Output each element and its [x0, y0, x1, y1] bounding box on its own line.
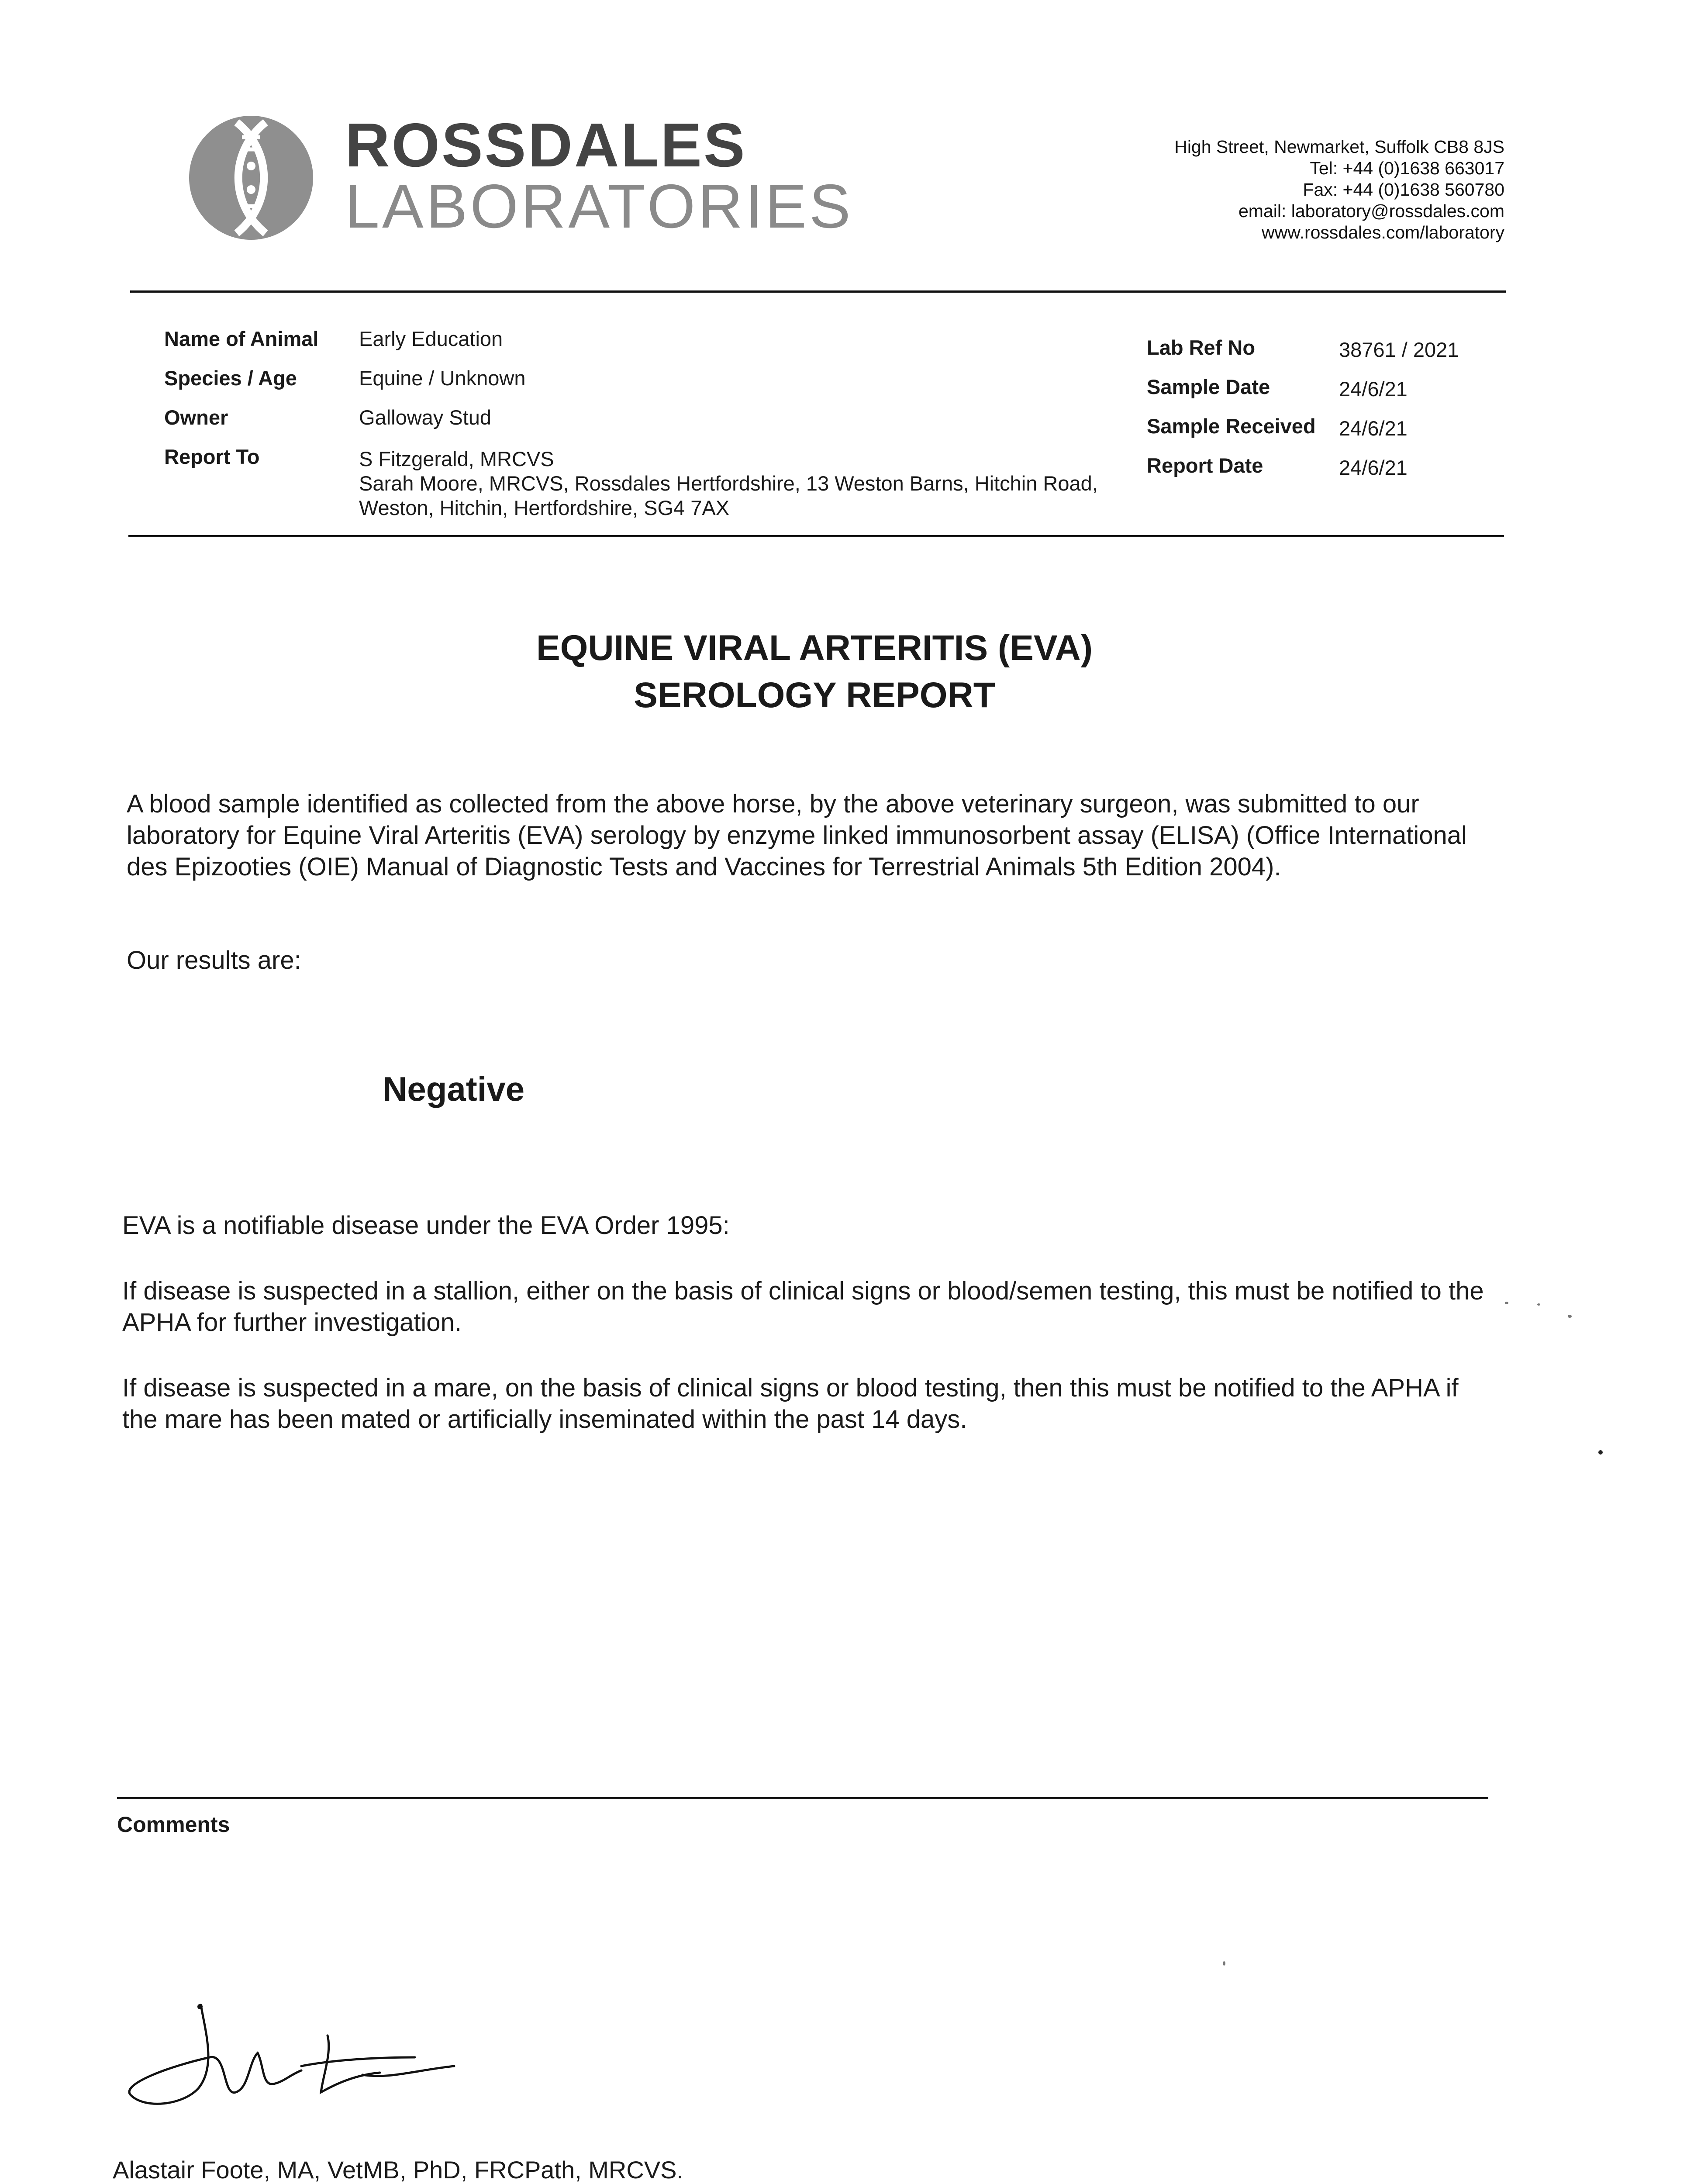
species-age-value: Equine / Unknown	[359, 366, 526, 390]
header-divider	[130, 290, 1506, 293]
brand-name: ROSSDALES	[345, 111, 747, 180]
report-to-label: Report To	[164, 445, 260, 468]
report-to-line: S Fitzgerald, MRCVS	[359, 447, 554, 470]
email[interactable]: email: laboratory@rossdales.com	[1238, 201, 1504, 221]
report-to-line: Weston, Hitchin, Hertfordshire, SG4 7AX	[359, 496, 730, 519]
species-age-label: Species / Age	[164, 366, 297, 390]
scan-speck	[1505, 1302, 1508, 1304]
comments-divider	[117, 1797, 1488, 1799]
brand-subtitle: LABORATORIES	[345, 172, 853, 241]
dna-helix-icon	[188, 114, 314, 241]
report-title-line: EQUINE VIRAL ARTERITIS (EVA)	[536, 628, 1093, 668]
signature	[118, 2001, 476, 2132]
website[interactable]: www.rossdales.com/laboratory	[1262, 222, 1504, 242]
address: High Street, Newmarket, Suffolk CB8 8JS	[1174, 137, 1504, 157]
report-date-value: 24/6/21	[1339, 456, 1408, 479]
scan-speck	[1568, 1315, 1572, 1318]
owner-value: Galloway Stud	[359, 406, 492, 429]
result-value: Negative	[383, 1070, 525, 1108]
fax: Fax: +44 (0)1638 560780	[1303, 180, 1504, 200]
details-divider	[128, 535, 1504, 537]
report-title	[0, 625, 1629, 719]
sample-date-label: Sample Date	[1147, 375, 1270, 398]
contact-block	[1174, 136, 1504, 243]
name-of-animal-label: Name of Animal	[164, 327, 319, 350]
report-title-line: SEROLOGY REPORT	[634, 675, 995, 715]
lab-ref-value: 38761 / 2021	[1339, 338, 1459, 361]
sample-date-value: 24/6/21	[1339, 377, 1408, 401]
sample-received-label: Sample Received	[1147, 415, 1316, 438]
comments-label: Comments	[117, 1812, 230, 1837]
report-date-label: Report Date	[1147, 454, 1263, 477]
sample-received-value: 24/6/21	[1339, 417, 1408, 440]
report-to-line: Sarah Moore, MRCVS, Rossdales Hertfordshire, 13 Weston Barns, Hitchin Road,	[359, 472, 1098, 495]
lab-ref-label: Lab Ref No	[1147, 336, 1256, 359]
signatory-name: Alastair Foote, MA, VetMB, PhD, FRCPath, MRCVS.	[113, 2156, 684, 2184]
report-to-value	[359, 447, 1098, 520]
telephone: Tel: +44 (0)1638 663017	[1310, 158, 1504, 178]
notifiable-paragraph: EVA is a notifiable disease under the EVA Order 1995:	[122, 1211, 730, 1240]
owner-label: Owner	[164, 406, 228, 429]
mare-paragraph: If disease is suspected in a mare, on the basis of clinical signs or blood testing, then this must be notified to the APHA if the mare has been mated or artificially inseminated within the past 14 days.	[122, 1374, 1459, 1434]
scan-speck	[1537, 1303, 1540, 1306]
stallion-paragraph: If disease is suspected in a stallion, either on the basis of clinical signs or blood/semen testing, this must be notified to the APHA for further investigation.	[122, 1277, 1484, 1337]
results-lead: Our results are:	[127, 946, 301, 975]
name-of-animal-value: Early Education	[359, 327, 503, 350]
scan-speck	[1598, 1450, 1603, 1455]
intro-paragraph: A blood sample identified as collected from the above horse, by the above veterinary surgeon, was submitted to our laboratory for Equine Viral Arteritis (EVA) serology by enzyme linked immunosorbent assay (ELISA) (Office International des Epizooties (OIE) Manual of Diagnostic Tests and Vaccines for Terrestrial Animals 5th Edition 2004).	[127, 790, 1467, 881]
scan-speck	[1223, 1961, 1225, 1966]
